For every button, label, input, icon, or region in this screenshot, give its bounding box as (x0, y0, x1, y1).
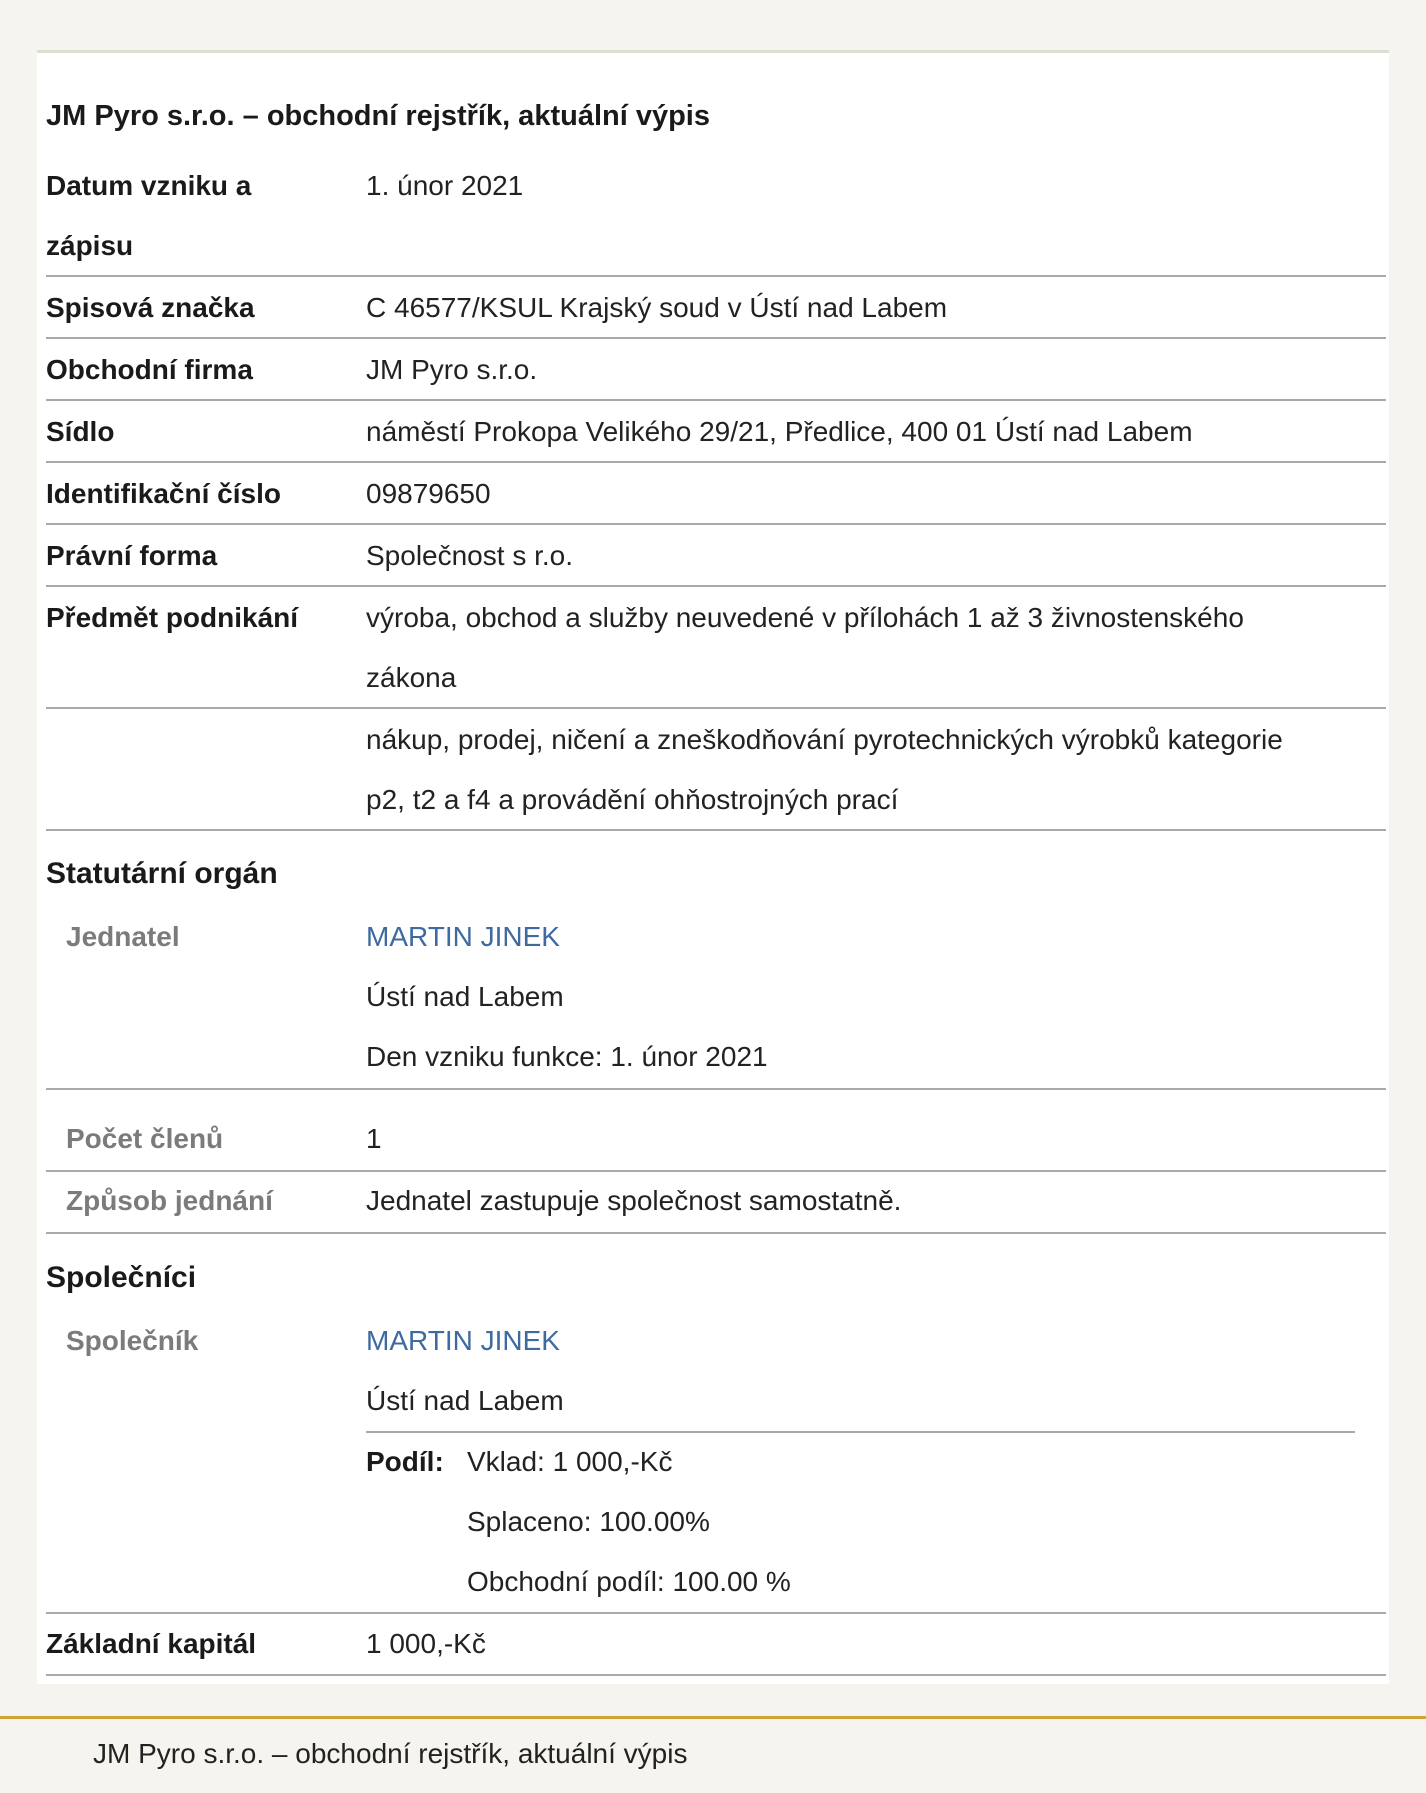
podil-label: Podíl: (366, 1446, 444, 1477)
page-title: JM Pyro s.r.o. – obchodní rejstřík, aktuální výpis (46, 100, 710, 132)
divider (46, 1088, 1386, 1090)
predmet-1-line1: výroba, obchod a služby neuvedené v přílohách 1 až 3 živnostenského (366, 602, 1244, 633)
podil-obchodni: Obchodní podíl: 100.00 % (467, 1566, 791, 1597)
ic-value: 09879650 (366, 478, 491, 509)
spolecnik-city: Ústí nad Labem (366, 1385, 564, 1416)
jednatel-name-link[interactable]: MARTIN JINEK (366, 921, 560, 952)
sidlo-value: náměstí Prokopa Velikého 29/21, Předlice, 400 01 Ústí nad Labem (366, 416, 1193, 447)
forma-value: Společnost s r.o. (366, 540, 574, 571)
divider (46, 585, 1386, 587)
predmet-2-line2: p2, t2 a f4 a provádění ohňostrojných prací (366, 784, 899, 815)
divider (46, 707, 1386, 709)
statutarni-heading: Statutární orgán (46, 857, 278, 890)
podil-vklad: Vklad: 1 000,-Kč (467, 1446, 673, 1477)
spisova-value: C 46577/KSUL Krajský soud v Ústí nad Labem (366, 292, 948, 323)
firma-label: Obchodní firma (46, 354, 253, 385)
divider (366, 1431, 1355, 1433)
divider (46, 1232, 1386, 1234)
forma-label: Právní forma (46, 540, 218, 571)
kapital-value: 1 000,-Kč (366, 1628, 486, 1659)
kapital-label: Základní kapitál (46, 1628, 257, 1659)
datum-label-line2: zápisu (46, 230, 134, 261)
podil-splaceno: Splaceno: 100.00% (467, 1506, 710, 1537)
divider (46, 829, 1386, 831)
divider (46, 1170, 1386, 1172)
datum-label-line1: Datum vzniku a (46, 170, 252, 201)
pocet-label: Počet členů (66, 1123, 224, 1154)
zpusob-value: Jednatel zastupuje společnost samostatně. (366, 1185, 902, 1216)
divider (46, 523, 1386, 525)
spolecnik-name-link[interactable]: MARTIN JINEK (366, 1325, 560, 1356)
footer-bar (0, 1716, 1426, 1793)
zpusob-label: Způsob jednání (66, 1185, 273, 1216)
divider (46, 461, 1386, 463)
divider (46, 1674, 1386, 1676)
register-extract-panel (37, 50, 1389, 1684)
pocet-value: 1 (366, 1123, 382, 1154)
datum-value: 1. únor 2021 (366, 170, 524, 201)
predmet-2-line1: nákup, prodej, ničení a zneškodňování pyrotechnických výrobků kategorie (366, 724, 1283, 755)
ic-label: Identifikační číslo (46, 478, 281, 509)
firma-value: JM Pyro s.r.o. (366, 354, 538, 385)
divider (46, 337, 1386, 339)
spolecnici-heading: Společníci (46, 1261, 197, 1294)
predmet-1-line2: zákona (366, 662, 457, 693)
divider (46, 1612, 1386, 1614)
spisova-label: Spisová značka (46, 292, 255, 323)
footer-title: JM Pyro s.r.o. – obchodní rejstřík, aktuální výpis (93, 1738, 688, 1769)
predmet-label: Předmět podnikání (46, 602, 299, 633)
divider (46, 275, 1386, 277)
jednatel-since: Den vzniku funkce: 1. únor 2021 (366, 1041, 768, 1072)
jednatel-label: Jednatel (66, 921, 180, 952)
jednatel-city: Ústí nad Labem (366, 981, 564, 1012)
divider (46, 399, 1386, 401)
sidlo-label: Sídlo (46, 416, 115, 447)
spolecnik-label: Společník (66, 1325, 199, 1356)
